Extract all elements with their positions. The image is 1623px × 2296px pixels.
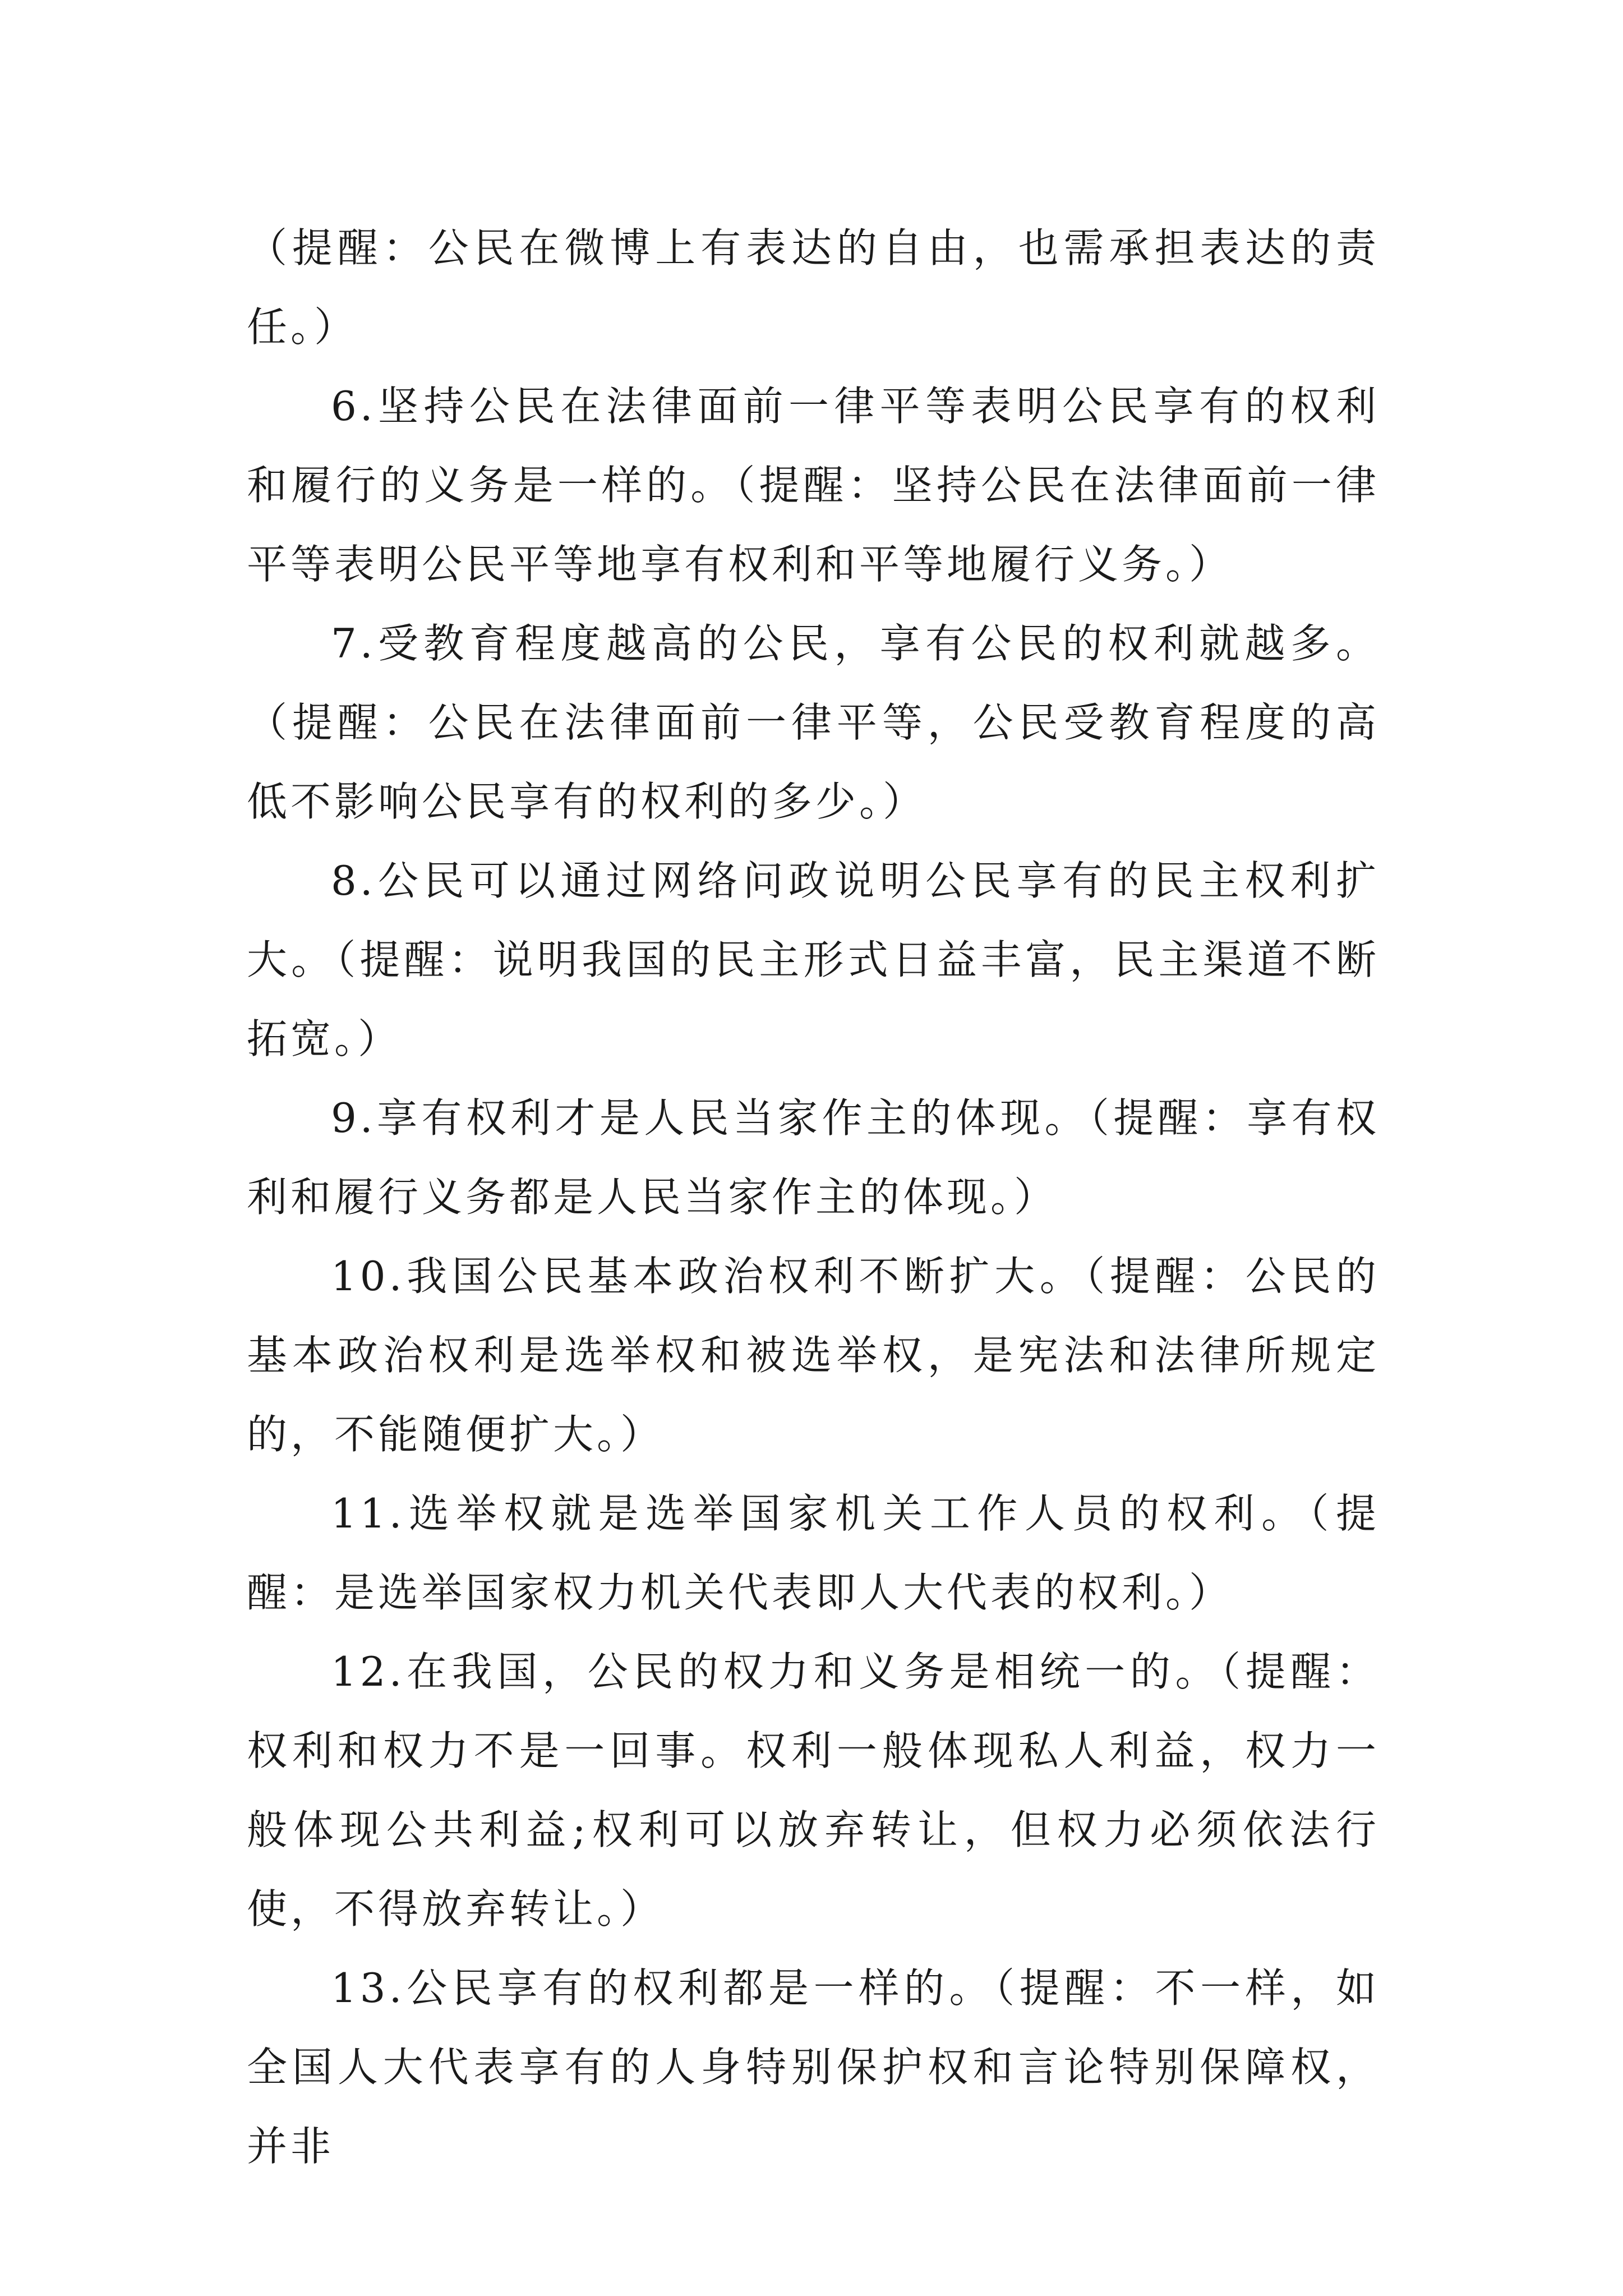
paragraph-continuation: （提醒：公民在微博上有表达的自由，也需承担表达的责任。） <box>247 224 1380 351</box>
paragraph-item-13: 13.公民享有的权利都是一样的。（提醒：不一样，如全国人大代表享有的人身特别保护权和言论特别保障权，并非 <box>247 1964 1380 2170</box>
paragraph-item-6: 6.坚持公民在法律面前一律平等表明公民享有的权利和履行的义务是一样的。（提醒：坚持公民在法律面前一律平等表明公民平等地享有权利和平等地履行义务。） <box>247 383 1380 588</box>
paragraph-item-12: 12.在我国，公民的权力和义务是相统一的。（提醒：权利和权力不是一回事。权利一般体现私人利益，权力一般体现公共利益;权利可以放弃转让，但权力必须依法行使，不得放弃转让。） <box>247 1648 1380 1932</box>
paragraph-item-7: 7.受教育程度越高的公民，享有公民的权利就越多。（提醒：公民在法律面前一律平等，公民受教育程度的高低不影响公民享有的权利的多少。） <box>247 620 1380 825</box>
paragraph-item-10: 10.我国公民基本政治权利不断扩大。（提醒：公民的基本政治权利是选举权和被选举权，是宪法和法律所规定的，不能随便扩大。） <box>247 1253 1380 1458</box>
document-body <box>247 209 1380 2186</box>
paragraph-item-8: 8.公民可以通过网络问政说明公民享有的民主权利扩大。（提醒：说明我国的民主形式日益丰富，民主渠道不断拓宽。） <box>247 857 1380 1062</box>
paragraph-item-9: 9.享有权利才是人民当家作主的体现。（提醒：享有权利和履行义务都是人民当家作主的体现。） <box>247 1094 1380 1221</box>
paragraph-item-11: 11.选举权就是选举国家机关工作人员的权利。（提醒：是选举国家权力机关代表即人大代表的权利。） <box>247 1490 1380 1616</box>
